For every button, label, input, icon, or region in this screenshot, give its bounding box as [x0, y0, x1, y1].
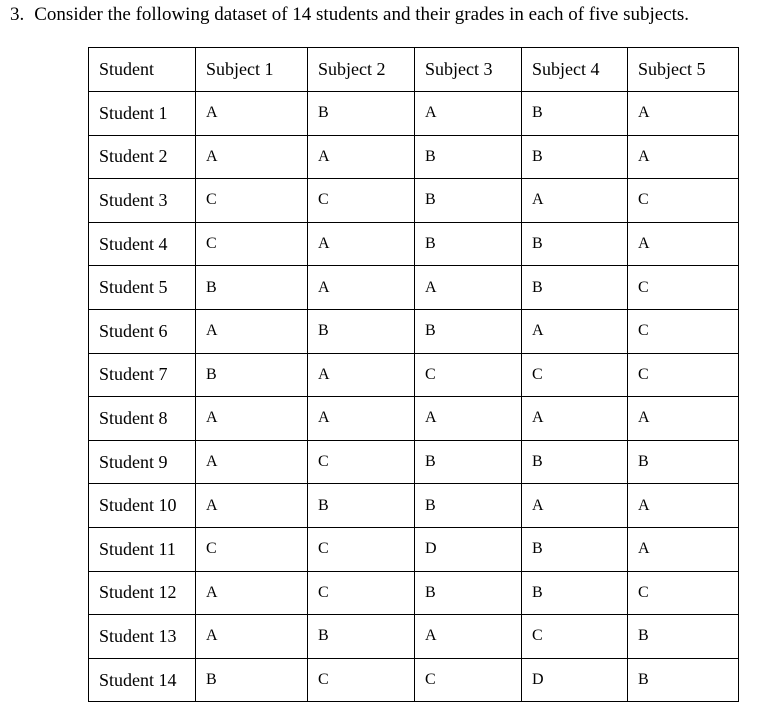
- grade-cell: B: [522, 135, 628, 179]
- grade-cell: B: [628, 658, 739, 702]
- table-row: [89, 309, 739, 353]
- grade-cell: A: [415, 397, 522, 441]
- grade-cell: A: [196, 92, 308, 136]
- grade-cell: B: [196, 353, 308, 397]
- grade-cell: A: [415, 92, 522, 136]
- grade-cell: A: [415, 266, 522, 310]
- grade-cell: B: [522, 222, 628, 266]
- grade-cell: A: [628, 135, 739, 179]
- grade-cell: C: [628, 571, 739, 615]
- student-name-cell: Student 4: [89, 222, 196, 266]
- student-name-cell: Student 5: [89, 266, 196, 310]
- grade-cell: B: [415, 222, 522, 266]
- table-body: [89, 92, 739, 702]
- grade-cell: C: [196, 222, 308, 266]
- question-text: [10, 3, 689, 27]
- grade-cell: B: [415, 484, 522, 528]
- student-name-cell: Student 10: [89, 484, 196, 528]
- grade-cell: A: [196, 571, 308, 615]
- student-name-cell: Student 11: [89, 527, 196, 571]
- grade-cell: C: [628, 309, 739, 353]
- table-row: [89, 571, 739, 615]
- grade-cell: C: [415, 658, 522, 702]
- grade-cell: A: [196, 309, 308, 353]
- table-row: [89, 135, 739, 179]
- grade-cell: B: [522, 440, 628, 484]
- grade-cell: B: [308, 309, 415, 353]
- grade-cell: C: [308, 527, 415, 571]
- grade-cell: C: [308, 440, 415, 484]
- grade-cell: C: [415, 353, 522, 397]
- grades-table: [88, 47, 739, 702]
- table-row: [89, 440, 739, 484]
- column-header: Subject 2: [308, 48, 415, 92]
- grade-cell: A: [522, 179, 628, 223]
- grade-cell: D: [415, 527, 522, 571]
- grade-cell: B: [415, 571, 522, 615]
- table-row: [89, 92, 739, 136]
- grade-cell: C: [308, 571, 415, 615]
- student-name-cell: Student 3: [89, 179, 196, 223]
- student-name-cell: Student 13: [89, 615, 196, 659]
- grade-cell: B: [628, 440, 739, 484]
- table-header-row: [89, 48, 739, 92]
- table-row: [89, 179, 739, 223]
- grade-cell: B: [415, 440, 522, 484]
- grade-cell: D: [522, 658, 628, 702]
- grade-cell: B: [415, 309, 522, 353]
- grade-cell: C: [522, 353, 628, 397]
- grade-cell: B: [196, 658, 308, 702]
- grade-cell: A: [628, 397, 739, 441]
- grade-cell: C: [628, 353, 739, 397]
- grade-cell: C: [196, 179, 308, 223]
- grade-cell: A: [308, 266, 415, 310]
- column-header: Student: [89, 48, 196, 92]
- grade-cell: A: [308, 222, 415, 266]
- student-name-cell: Student 9: [89, 440, 196, 484]
- table-row: [89, 222, 739, 266]
- grade-cell: A: [628, 484, 739, 528]
- grade-cell: C: [196, 527, 308, 571]
- student-name-cell: Student 7: [89, 353, 196, 397]
- table-row: [89, 353, 739, 397]
- student-name-cell: Student 1: [89, 92, 196, 136]
- grade-cell: A: [308, 135, 415, 179]
- grade-cell: C: [628, 179, 739, 223]
- column-header: Subject 4: [522, 48, 628, 92]
- grade-cell: B: [522, 92, 628, 136]
- grade-cell: A: [522, 397, 628, 441]
- grade-cell: B: [522, 527, 628, 571]
- student-name-cell: Student 14: [89, 658, 196, 702]
- table-row: [89, 484, 739, 528]
- column-header: Subject 5: [628, 48, 739, 92]
- grade-cell: A: [196, 484, 308, 528]
- grade-cell: A: [415, 615, 522, 659]
- grade-cell: A: [308, 353, 415, 397]
- student-name-cell: Student 12: [89, 571, 196, 615]
- grade-cell: A: [308, 397, 415, 441]
- grade-cell: B: [415, 135, 522, 179]
- table-row: [89, 527, 739, 571]
- column-header: Subject 3: [415, 48, 522, 92]
- column-header: Subject 1: [196, 48, 308, 92]
- grade-cell: C: [308, 179, 415, 223]
- grade-cell: A: [196, 397, 308, 441]
- grade-cell: C: [308, 658, 415, 702]
- question-body: Consider the following dataset of 14 students and their grades in each of five subjects.: [34, 4, 690, 25]
- grade-cell: A: [196, 615, 308, 659]
- student-name-cell: Student 8: [89, 397, 196, 441]
- grade-cell: B: [308, 92, 415, 136]
- grade-cell: B: [628, 615, 739, 659]
- question-number: 3.: [10, 4, 25, 25]
- grade-cell: B: [522, 266, 628, 310]
- grade-cell: B: [308, 615, 415, 659]
- table-row: [89, 615, 739, 659]
- grade-cell: A: [522, 309, 628, 353]
- student-name-cell: Student 6: [89, 309, 196, 353]
- grade-cell: A: [628, 222, 739, 266]
- grade-cell: B: [415, 179, 522, 223]
- grade-cell: A: [196, 135, 308, 179]
- student-name-cell: Student 2: [89, 135, 196, 179]
- grade-cell: C: [522, 615, 628, 659]
- grade-cell: A: [628, 527, 739, 571]
- grade-cell: B: [308, 484, 415, 528]
- grade-cell: B: [196, 266, 308, 310]
- grade-cell: A: [628, 92, 739, 136]
- table-row: [89, 658, 739, 702]
- table-row: [89, 266, 739, 310]
- grade-cell: A: [522, 484, 628, 528]
- grade-cell: B: [522, 571, 628, 615]
- table-row: [89, 397, 739, 441]
- grade-cell: C: [628, 266, 739, 310]
- grade-cell: A: [196, 440, 308, 484]
